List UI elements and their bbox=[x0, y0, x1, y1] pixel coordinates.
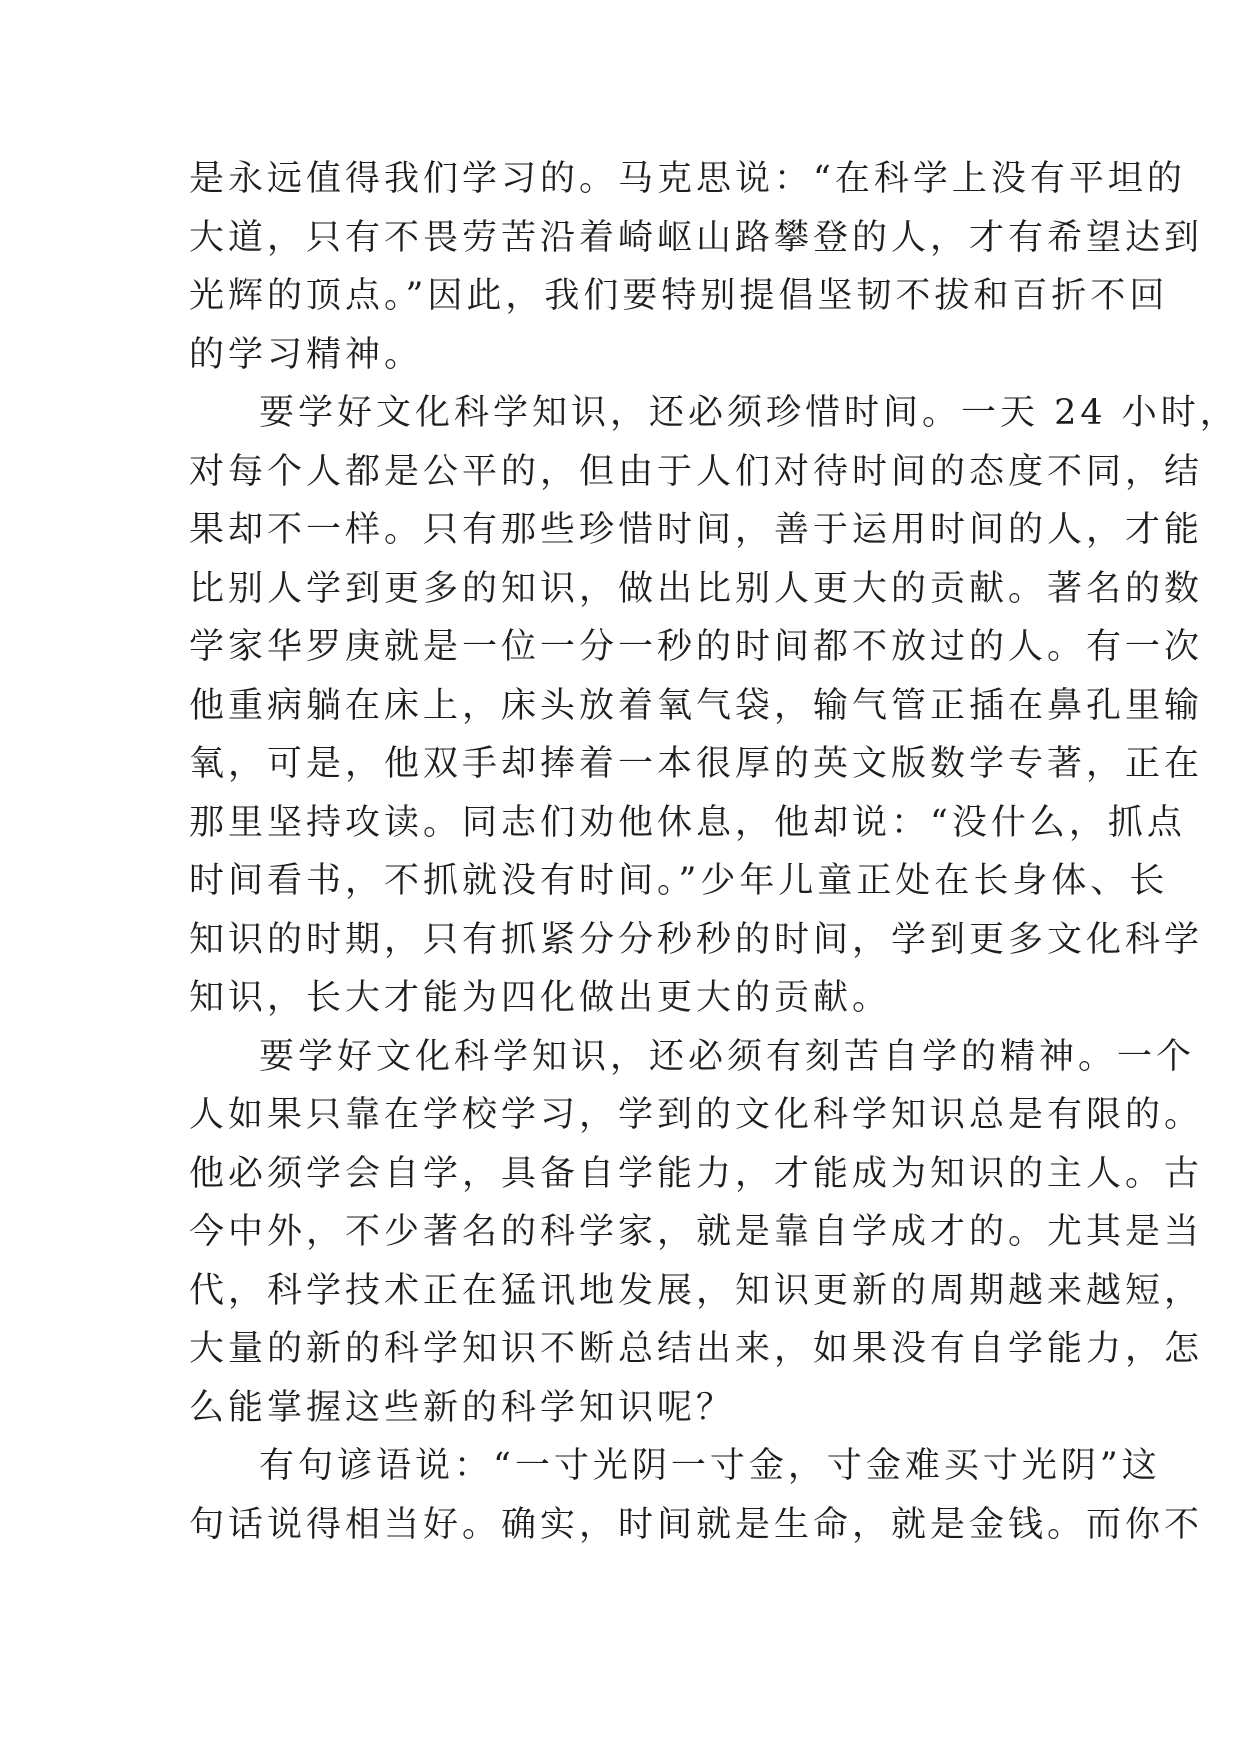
paragraph bbox=[189, 150, 1204, 384]
text-line: 比别人学到更多的知识，做出比别人更大的贡献。著名的数 bbox=[189, 568, 1204, 609]
text-line: 今中外，不少著名的科学家，就是靠自学成才的。尤其是当 bbox=[189, 1212, 1204, 1252]
paragraph bbox=[189, 384, 1239, 1028]
text-line: 有句谚语说：“一寸光阴一寸金，寸金难买寸光阴”这 bbox=[259, 1446, 1161, 1486]
text-line: 知识，长大才能为四化做出更大的贡献。 bbox=[189, 978, 892, 1018]
text-line: 对每个人都是公平的，但由于人们对待时间的态度不同，结 bbox=[189, 451, 1204, 492]
paragraph bbox=[189, 1437, 1204, 1554]
text-line: 人如果只靠在学校学习，学到的文化科学知识总是有限的。 bbox=[189, 1095, 1204, 1135]
document-body bbox=[189, 150, 1239, 1554]
text-line: 大量的新的科学知识不断总结出来，如果没有自学能力，怎 bbox=[189, 1329, 1204, 1369]
text-line: 学家华罗庚就是一位一分一秒的时间都不放过的人。有一次 bbox=[189, 627, 1204, 667]
text-line: 代，科学技术正在猛讯地发展，知识更新的周期越来越短， bbox=[189, 1270, 1204, 1311]
text-line: 知识的时期，只有抓紧分分秒秒的时间，学到更多文化科学 bbox=[189, 919, 1204, 960]
text-line: 他必须学会自学，具备自学能力，才能成为知识的主人。古 bbox=[189, 1153, 1204, 1194]
text-line: 大道，只有不畏劳苦沿着崎岖山路攀登的人，才有希望达到 bbox=[189, 217, 1204, 258]
text-line: 时间看书，不抓就没有时间。”少年儿童正处在长身体、长 bbox=[189, 861, 1169, 901]
text-line: 句话说得相当好。确实，时间就是生命，就是金钱。而你不 bbox=[189, 1504, 1204, 1545]
text-line: 么能掌握这些新的科学知识呢？ bbox=[189, 1387, 736, 1428]
text-line: 果却不一样。只有那些珍惜时间，善于运用时间的人，才能 bbox=[189, 510, 1204, 550]
text-line: 氧，可是，他双手却捧着一本很厚的英文版数学专著，正在 bbox=[189, 744, 1204, 784]
text-line: 那里坚持攻读。同志们劝他休息，他却说：“没什么，抓点 bbox=[189, 802, 1186, 843]
text-line: 是永远值得我们学习的。马克思说：“在科学上没有平坦的 bbox=[189, 159, 1186, 199]
text-line: 光辉的顶点。”因此，我们要特别提倡坚韧不拔和百折不回 bbox=[189, 276, 1169, 316]
text-line: 他重病躺在床上，床头放着氧气袋，输气管正插在鼻孔里输 bbox=[189, 685, 1204, 726]
text-line: 要学好文化科学知识，还必须珍惜时间。一天 24 小时， bbox=[259, 393, 1239, 433]
text-line: 的学习精神。 bbox=[189, 334, 424, 375]
paragraph bbox=[189, 1028, 1204, 1438]
text-line: 要学好文化科学知识，还必须有刻苦自学的精神。一个 bbox=[259, 1036, 1196, 1077]
